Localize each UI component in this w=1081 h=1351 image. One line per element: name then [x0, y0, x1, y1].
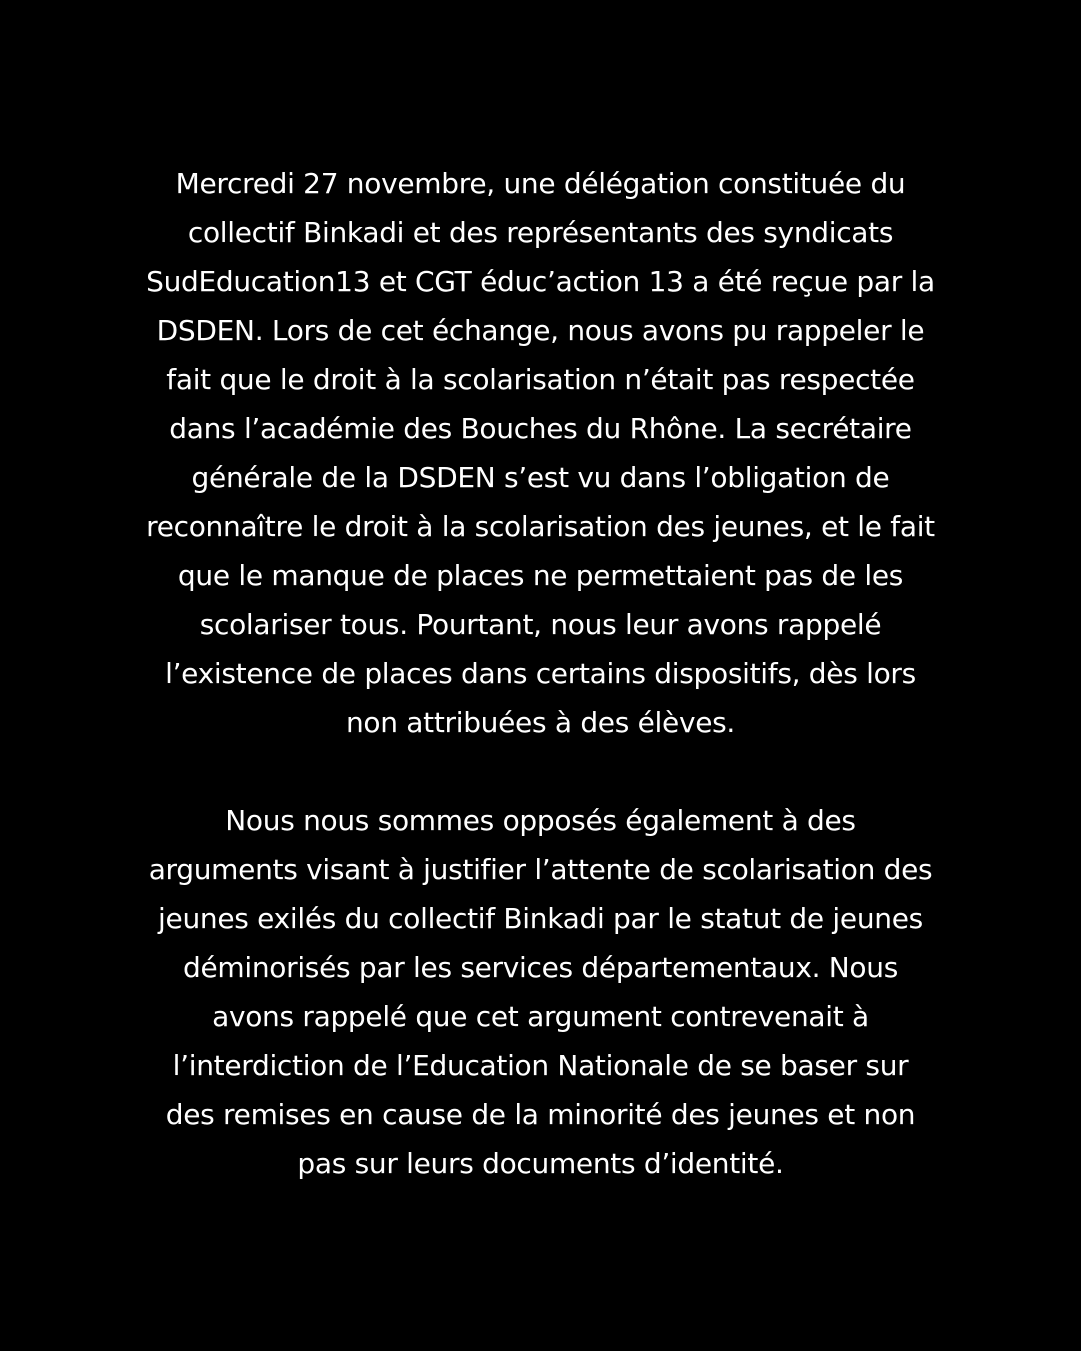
paragraph-line: jeunes exilés du collectif Binkadi par le statut de jeunes: [158, 902, 923, 935]
paragraph-line: SudEducation13 et CGT éduc’action 13 a été reçue par la: [146, 265, 935, 298]
paragraph-line: que le manque de places ne permettaient pas de les: [177, 559, 904, 592]
paragraph-line: l’interdiction de l’Education Nationale de se baser sur: [172, 1049, 909, 1082]
paragraph-line: pas sur leurs documents d’identité.: [297, 1147, 784, 1180]
paragraph-line: non attribuées à des élèves.: [345, 706, 736, 739]
paragraph-line: reconnaître le droit à la scolarisation des jeunes, et le fait: [146, 510, 935, 543]
paragraph-line: l’existence de places dans certains dispositifs, dès lors: [165, 657, 916, 690]
paragraph-line: collectif Binkadi et des représentants des syndicats: [187, 216, 894, 249]
paragraph-line: Nous nous sommes opposés également à des: [225, 804, 856, 837]
paragraph-line: arguments visant à justifier l’attente de scolarisation des: [148, 853, 933, 886]
paragraph-1: [100, 159, 981, 747]
paragraph-line: des remises en cause de la minorité des jeunes et non: [165, 1098, 916, 1131]
paragraph-line: fait que le droit à la scolarisation n’était pas respectée: [166, 363, 915, 396]
paragraph-line: scolariser tous. Pourtant, nous leur avons rappelé: [199, 608, 882, 641]
paragraph-line: DSDEN. Lors de cet échange, nous avons pu rappeler le: [156, 314, 925, 347]
paragraph-2: [100, 796, 981, 1188]
paragraph-line: générale de la DSDEN s’est vu dans l’obligation de: [191, 461, 890, 494]
paragraph-line: Mercredi 27 novembre, une délégation constituée du: [175, 167, 906, 200]
paragraph-line: dans l’académie des Bouches du Rhône. La secrétaire: [169, 412, 912, 445]
paragraph-line: avons rappelé que cet argument contrevenait à: [212, 1000, 869, 1033]
paragraph-line: déminorisés par les services départementaux. Nous: [182, 951, 898, 984]
